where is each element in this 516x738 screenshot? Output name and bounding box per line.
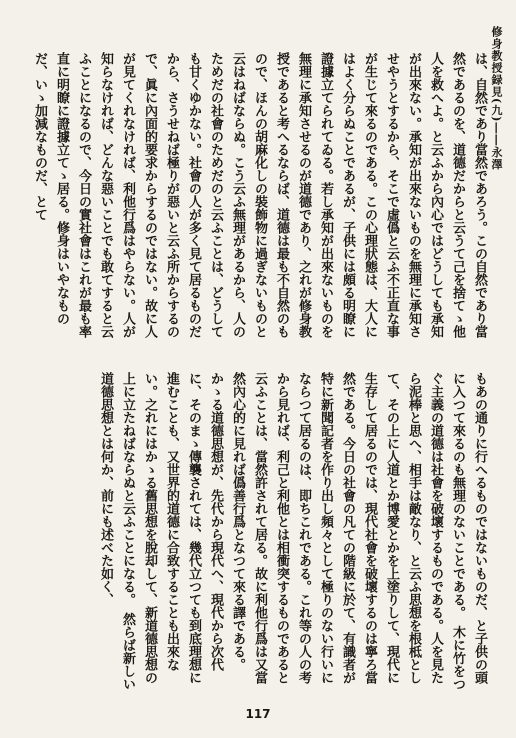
lower-text-block: [22, 372, 490, 694]
running-head: 修身教授録見(九)――永澤: [490, 26, 503, 171]
upper-paragraph: は、自然であり當然であろう。この自然であり當然であるのを、道德だからと云うて己を捨てゝ他人を救へよ。と云ふから內心ではどうしても承知が出來ない。承知が出來ないものを無理に承知させやうとするから、そこで虛僞と云ふ不正直な事が生じて來るのである。この心理狀態は、大人にはよく分らぬことであるが、子供には頗る明瞭に證據立てられてゐる。若し承知が出來ないものを無理に承知させるのが道德であり、之れが修身教授であると考へるならば、道德は最も不自然のもので、ほんの胡麻化しの裝飾物に過ぎないものと云はねばならぬ。こう云ふ無理があるから、人のためだの社會のためだのと云ふことは、どうしても甘くゆかない。社會の人が多く見て居るものだから、さうせねば極りが惡いと云ふ所からするので、眞に內面的要求からするのではない。故に人が見てくれなければ、利他行爲はやらない。人が知らなければ、どんな惡いことでも敢てすると云ふことになるので、今日の實社會はこれが最も率直に明瞭に證據立てゝ居る。修身はいやなものだ、いゝ加減なものだ、とて: [32, 52, 487, 338]
upper-text-block: [22, 52, 490, 350]
lower-paragraph: もあの通りに行へるものではないものだ、と子供の頭に入つて來るのも無理のないことである。 木に竹をつぐ主義の道德は社會を破壞するものである。人を見たら泥棒と思へ、相手は敵なり、と云ふ思想を根柢として、その上に人道とか博愛とかを上塗りして、現代に生存して居るのでは、現代社會を破壞するのは寧ろ當然である。今日の社會の凡ての階級に於て、有識者が特に新聞記者を作り出し頻々として極りのない行いにならつて居るのは、即ちこれである。これ等の人の考から見れば、利己と利他とは相衝突するものであると云ふことは、當然許されて居る。故に利他行爲は又當然內心的に見れば僞善行爲となつて來る譯である。かゝる道德思想が、先代から現代へ、現代から次代に、そのまゝ傳襲されては、幾代立つても到底理想に進むことも、又世界的道德に合致することも出來ない。之れにはかゝる舊思想を脫却して、新道德思想の上に立たねばならぬと云ふことになる。 然らば新しい道德思想とは何か、前にも述べた如く、: [98, 372, 487, 691]
page-number: 117: [245, 707, 271, 721]
